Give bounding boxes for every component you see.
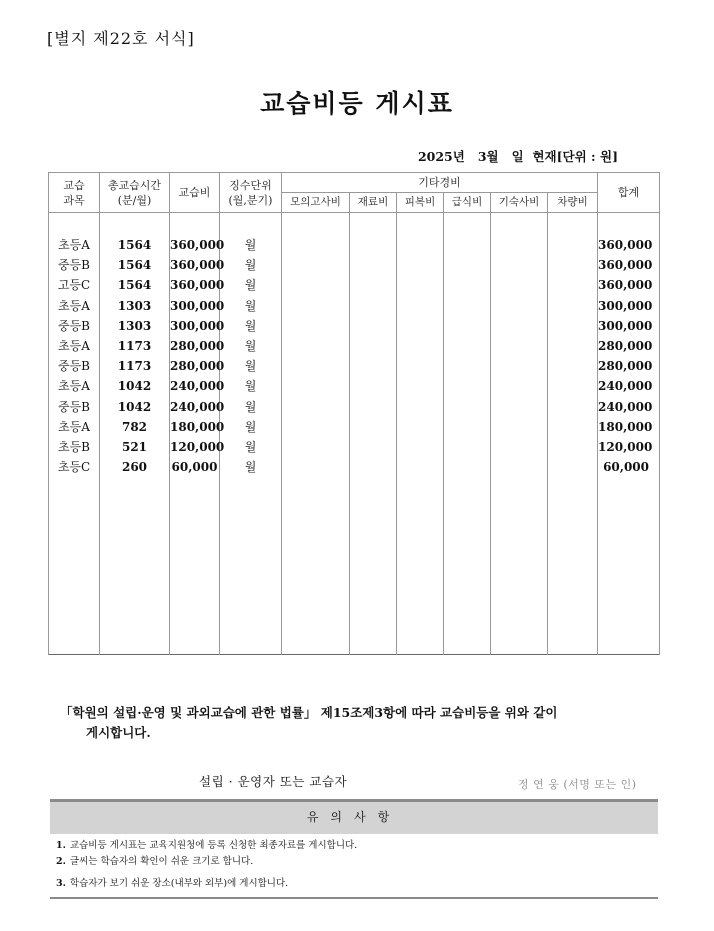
subject-cell: 중등B [57, 318, 90, 333]
unit-cell: 월 [244, 339, 257, 354]
form-label: [별지 제22호 서식] [47, 29, 195, 48]
header-vehicle: 차량비 [548, 193, 598, 213]
subject-cell: 중등B [57, 399, 90, 414]
signature: 정 연 웅 (서명 또는 인) [518, 778, 637, 791]
header-dormitory: 기숙사비 [491, 193, 548, 213]
hours-cell: 1173 [117, 359, 152, 374]
caution-item [56, 876, 357, 892]
total-cell: 360,000 [598, 238, 653, 252]
unit-cell: 월 [244, 440, 257, 455]
dormitory-column [491, 213, 548, 655]
total-cell: 240,000 [598, 379, 653, 394]
subject-cell: 초등A [58, 379, 90, 394]
header-subject: 교습 과목 [49, 173, 100, 213]
header-other-expenses: 기타경비 [282, 173, 598, 193]
fee-cell: 360,000 [170, 238, 225, 252]
unit-cell: 월 [244, 318, 257, 333]
unit-cell: 월 [244, 399, 257, 414]
subject-cell: 초등B [57, 440, 90, 455]
mock-exam-column [282, 213, 350, 655]
hours-cell: 1303 [117, 298, 152, 313]
unit-cell: 월 [244, 359, 257, 374]
materials-column [350, 213, 397, 655]
unit-cell: 월 [244, 379, 257, 394]
bottom-rule [50, 897, 658, 899]
subject-cell: 초등A [58, 298, 90, 313]
hours-cell: 782 [121, 419, 148, 434]
vehicle-column [548, 213, 598, 655]
hours-cell: 1042 [117, 379, 152, 394]
meals-column [444, 213, 491, 655]
total-cell: 240,000 [598, 399, 653, 414]
caution-item-number: 3. [56, 878, 66, 889]
caution-item [56, 854, 357, 870]
caution-list [56, 838, 357, 892]
notice-line-1: 「학원의 설립·운영 및 과외교습에 관한 법률」 제15조제3항에 따라 교습비등을 위와 같이 [60, 705, 558, 720]
header-fee: 교습비 [170, 173, 220, 213]
hours-cell: 1042 [117, 399, 152, 414]
operator-label: 설립 · 운영자 또는 교습자 [199, 774, 348, 789]
total-cell: 60,000 [603, 460, 650, 475]
unit-cell: 월 [244, 419, 257, 434]
subject-cell: 초등A [58, 238, 90, 252]
header-mock-exam: 모의고사비 [282, 193, 350, 213]
subject-cell: 초등A [58, 339, 90, 354]
hours-cell: 1564 [117, 238, 152, 252]
total-column [598, 213, 660, 655]
fee-cell: 240,000 [170, 379, 225, 394]
fee-cell: 360,000 [170, 278, 225, 293]
total-cell: 300,000 [598, 298, 653, 313]
caution-item-text: 글씨는 학습자의 확인이 쉬운 크기로 합니다. [69, 856, 254, 867]
fee-cell: 280,000 [170, 359, 225, 374]
total-cell: 280,000 [598, 339, 653, 354]
subject-cell: 고등C [57, 278, 91, 293]
fee-cell: 280,000 [170, 339, 225, 354]
date-line: 2025년 3월 일 현재[단위 : 원] [417, 149, 618, 164]
header-hours: 총교습시간 (분/월) [100, 173, 170, 213]
total-cell: 120,000 [598, 440, 653, 455]
document-title: 교습비등 게시표 [260, 89, 454, 118]
hours-cell: 1564 [117, 258, 152, 273]
total-cell: 180,000 [598, 419, 653, 434]
unit-cell: 월 [244, 298, 257, 313]
header-materials: 재료비 [350, 193, 397, 213]
notice-line-2: 게시합니다. [86, 725, 151, 740]
fee-cell: 300,000 [170, 318, 225, 333]
hours-cell: 260 [121, 460, 148, 475]
subject-cell: 중등B [57, 258, 90, 273]
fee-table [48, 172, 660, 655]
subject-cell: 중등B [57, 359, 90, 374]
unit-cell: 월 [244, 460, 257, 475]
total-cell: 360,000 [598, 258, 653, 273]
header-clothing: 피복비 [397, 193, 444, 213]
caution-item-text: 교습비등 게시표는 교육지원청에 등록 신청한 최종자료를 게시합니다. [69, 840, 358, 851]
unit-cell: 월 [244, 258, 257, 273]
clothing-column [397, 213, 444, 655]
fee-cell: 180,000 [170, 419, 225, 434]
header-total: 합계 [598, 173, 660, 213]
fee-column [170, 213, 225, 655]
fee-cell: 360,000 [170, 258, 225, 273]
hours-cell: 1303 [117, 318, 152, 333]
total-cell: 360,000 [598, 278, 653, 293]
subject-cell: 초등C [57, 460, 91, 475]
total-cell: 280,000 [598, 359, 653, 374]
unit-column [220, 213, 282, 655]
fee-cell: 300,000 [170, 298, 225, 313]
hours-cell: 1173 [117, 339, 152, 354]
subject-column [49, 213, 100, 655]
fee-cell: 120,000 [170, 440, 225, 455]
fee-cell: 240,000 [170, 399, 225, 414]
caution-header: 유의사항 [50, 799, 658, 834]
header-meals: 급식비 [444, 193, 491, 213]
hours-column [100, 213, 170, 655]
header-unit: 징수단위 (월,분기) [220, 173, 282, 213]
fee-cell: 60,000 [171, 460, 218, 475]
caution-item-text: 학습자가 보기 쉬운 장소(내부와 외부)에 게시합니다. [69, 878, 289, 889]
caution-item-number: 1. [56, 840, 66, 851]
total-cell: 300,000 [598, 318, 653, 333]
unit-cell: 월 [244, 278, 257, 293]
subject-cell: 초등A [58, 419, 90, 434]
unit-cell: 월 [244, 238, 257, 252]
caution-item [56, 838, 357, 854]
caution-item-number: 2. [56, 856, 66, 867]
hours-cell: 521 [121, 440, 148, 455]
hours-cell: 1564 [117, 278, 152, 293]
